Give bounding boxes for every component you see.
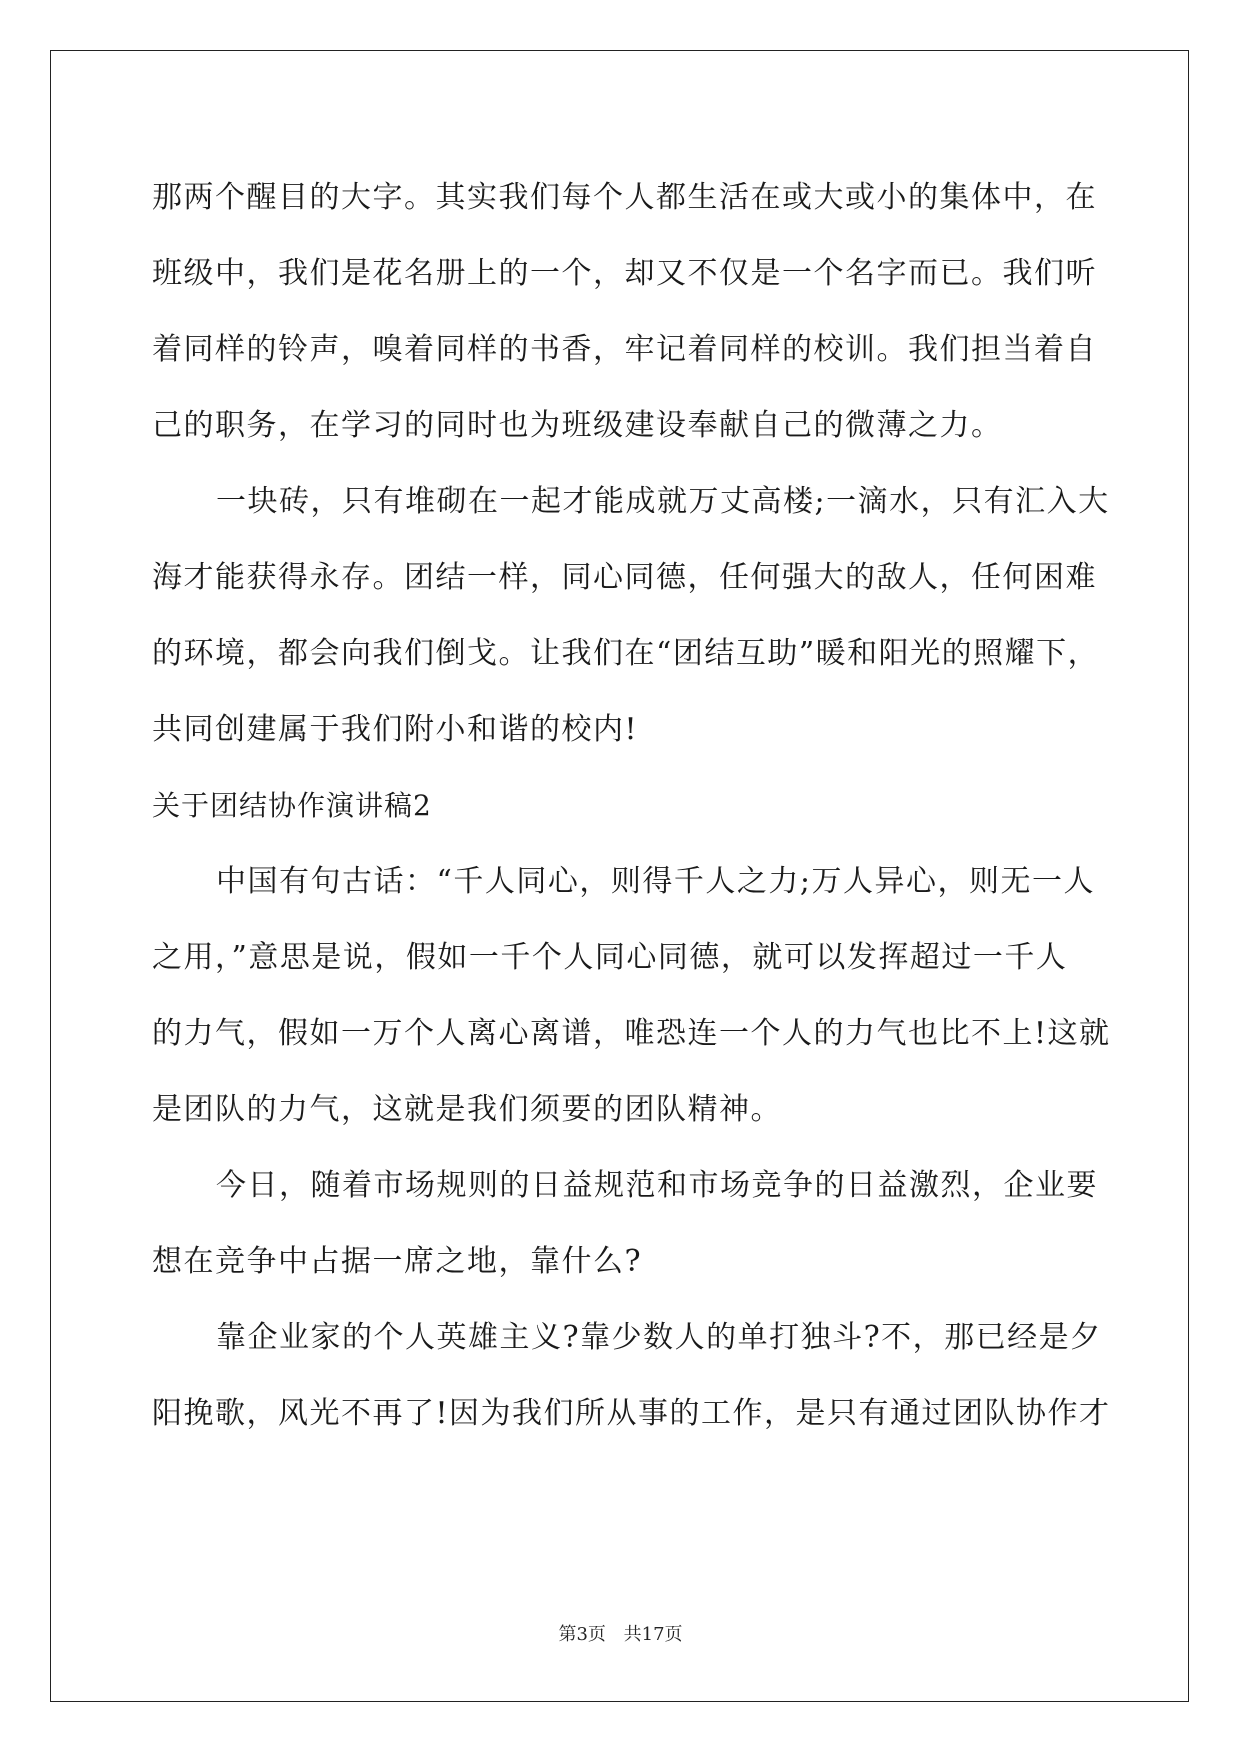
text-line: 共同创建属于我们附小和谐的校内! [152,712,639,747]
text-line: 着同样的铃声，嗅着同样的书香，牢记着同样的校训。我们担当着自 [152,332,1097,367]
text-line: 中国有句古话：“千人同心，则得千人之力;万人异心，则无一人 [216,864,1095,899]
text-line: 今日，随着市场规则的日益规范和市场竞争的日益激烈，企业要 [216,1168,1098,1203]
text-line: 是团队的力气，这就是我们须要的团队精神。 [152,1092,782,1127]
text-line: 阳挽歌，风光不再了!因为我们所从事的工作，是只有通过团队协作才 [152,1396,1111,1431]
text-line: 的环境，都会向我们倒戈。让我们在“团结互助”暖和阳光的照耀下， [152,636,1100,671]
text-line: 海才能获得永存。团结一样，同心同德，任何强大的敌人，任何困难 [152,560,1097,595]
text-line: 靠企业家的个人英雄主义?靠少数人的单打独斗?不，那已经是夕 [216,1320,1102,1355]
text-line: 班级中，我们是花名册上的一个，却又不仅是一个名字而已。我们听 [152,256,1097,291]
section-heading: 关于团结协作演讲稿2 [152,789,432,822]
page-number: 第3页 [558,1624,606,1645]
text-line: 那两个醒目的大字。其实我们每个人都生活在或大或小的集体中，在 [152,180,1097,215]
document-body [152,160,1112,1452]
text-line: 之用，”意思是说，假如一千个人同心同德，就可以发挥超过一千人 [152,940,1068,975]
text-line: 己的职务，在学习的同时也为班级建设奉献自己的微薄之力。 [152,408,1003,443]
page-footer [0,1620,1241,1646]
page-total: 共17页 [623,1624,683,1645]
text-line: 想在竞争中占据一席之地，靠什么? [152,1244,643,1279]
text-line: 的力气，假如一万个人离心离谱，唯恐连一个人的力气也比不上!这就 [152,1016,1111,1051]
text-line: 一块砖，只有堆砌在一起才能成就万丈高楼;一滴水，只有汇入大 [216,484,1110,519]
